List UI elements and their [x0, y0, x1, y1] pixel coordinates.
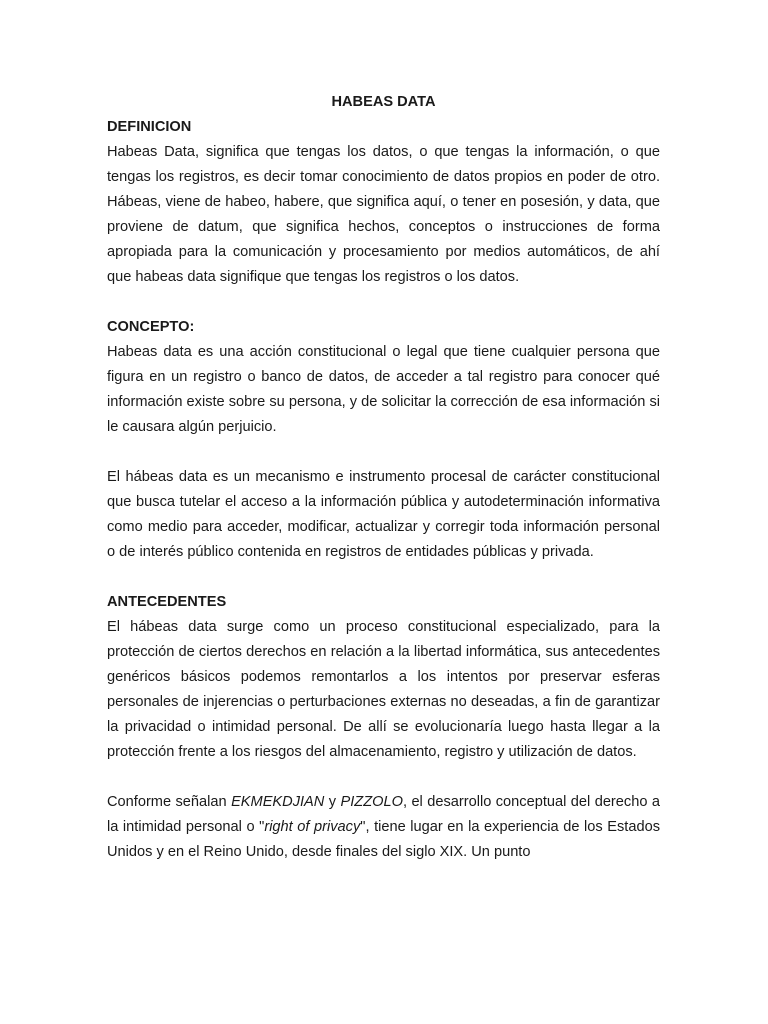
text-run: , el desarrollo conceptual del derecho a la intimidad personal o " [107, 794, 660, 835]
english-term: right of privacy [264, 819, 361, 835]
section-heading-antecedentes: ANTECEDENTES [107, 594, 227, 610]
paragraph-gap [107, 290, 660, 315]
paragraph-gap [107, 765, 660, 790]
paragraph-concepto-2: El hábeas data es un mecanismo e instrumento procesal de carácter constitucional que busca tutelar el acceso a la información pública y autodeterminación informativa como medio para acceder, modificar, actualizar y corregir toda información personal o de interés público contenida en registros de entidades públicas y privada. [107, 469, 660, 560]
section-heading-concepto: CONCEPTO: [107, 319, 195, 335]
section-heading-definicion: DEFINICION [107, 119, 192, 135]
paragraph-antecedentes-1: El hábeas data surge como un proceso constitucional especializado, para la protección de ciertos derechos en relación a la libertad informática, sus antecedentes genéricos básicos podemos remontarlos a los intentos por preservar esferas personales de injerencias o perturbaciones externas no deseadas, a fin de garantizar la privacidad o intimidad personal. De allí se evolucionaría luego hasta llegar a la protección frente a los riesgos del almacenamiento, registro y utilización de datos. [107, 619, 660, 760]
author-name: PIZZOLO [340, 794, 403, 810]
paragraph-definicion: Habeas Data, significa que tengas los datos, o que tengas la información, o que tengas los registros, es decir tomar conocimiento de datos propios en poder de otro. Hábeas, viene de habeo, habere, que significa aquí, o tener en posesión, y data, que proviene de datum, que significa hechos, conceptos o instrucciones de forma apropiada para la comunicación y procesamiento por medios automáticos, de ahí que habeas data signifique que tengas los registros o los datos. [107, 144, 660, 285]
paragraph-antecedentes-2 [107, 790, 660, 865]
paragraph-gap [107, 565, 660, 590]
text-run: y [324, 794, 341, 810]
text-run: ", tiene lugar en la experiencia de los Estados Unidos y en el Reino Unido, desde finales del siglo XIX. Un punto [107, 819, 660, 860]
author-name: EKMEKDJIAN [231, 794, 325, 810]
paragraph-gap [107, 440, 660, 465]
document-title: HABEAS DATA [331, 94, 436, 110]
text-run: Conforme señalan [107, 794, 232, 810]
paragraph-concepto-1: Habeas data es una acción constitucional o legal que tiene cualquier persona que figura en un registro o banco de datos, de acceder a tal registro para conocer qué información existe sobre su persona, y de solicitar la corrección de esa información si le causara algún perjuicio. [107, 344, 660, 435]
